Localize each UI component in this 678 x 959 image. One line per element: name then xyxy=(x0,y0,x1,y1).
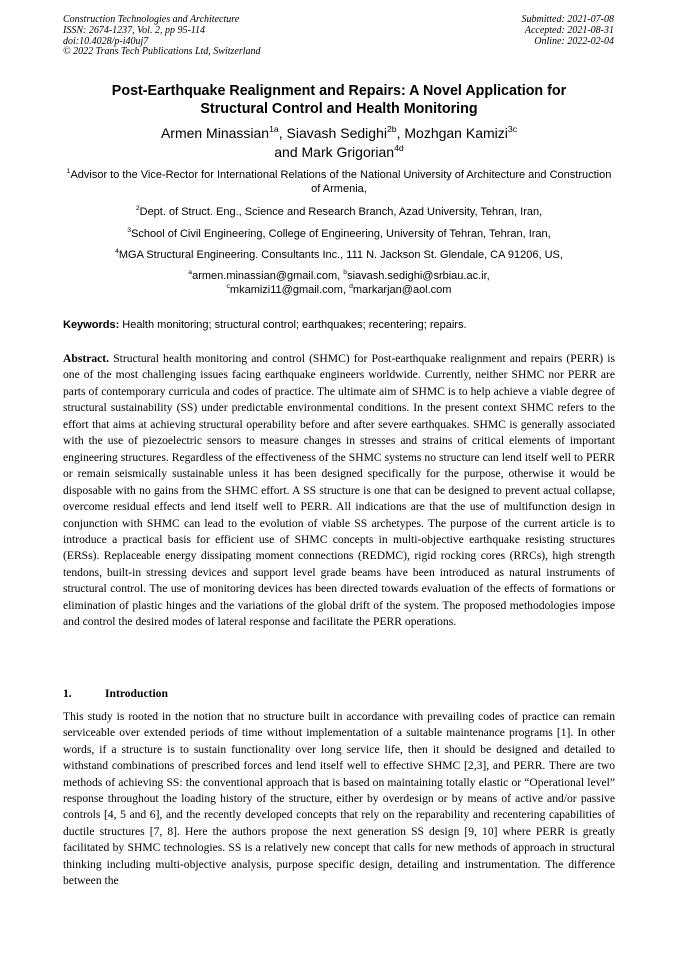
author-superscript: 3c xyxy=(507,123,518,134)
online-date: Online: 2022-02-04 xyxy=(534,35,614,47)
doi: doi:10.4028/p-i40uj7 xyxy=(63,35,149,47)
author-emails xyxy=(63,269,615,297)
journal-header-right xyxy=(522,15,615,47)
abstract xyxy=(63,351,615,631)
section-title: Introduction xyxy=(105,687,168,700)
introduction-text: This study is rooted in the notion that no structure built in accordance with prevailing codes of practice can remain serviceable over extended periods of time without implementation of a suitable maintenance programs [1]. In other words, if a structure is to sustain functionality over long service life, then it should be designed and detailed to withstand combinations of prescribed forces and lend itself well to effective SHMC [2,3], and PERR. There are two methods of achieving SS: the conventional approach that is based on maintaining totally elastic or “Operational level” response throughout the loading history of the structure, either by overdesign or by means of active and/or passive controls [4, 5 and 6], and the recently developed concepts that rely on the reparability and recentering capabilities of ductile structures [7, 8]. Here the authors propose the next generation SS design [9, 10] where PERR is greatly facilitated by SHMC technologies. SS is a relatively new concept that calls for new methods of approach in structural thinking including multi-objective analysis, purpose specific design, detailing and instrumentation. The difference between the xyxy=(63,710,615,888)
title-line-2: Structural Control and Health Monitoring xyxy=(200,101,478,117)
section-number: 1. xyxy=(63,687,72,700)
affiliation-text: Advisor to the Vice-Rector for International Relations of the National University of Architecture and Construction of Armenia, xyxy=(70,169,612,195)
authors-line-2 xyxy=(63,143,615,162)
journal-header-left xyxy=(63,15,261,58)
email-superscript: a xyxy=(188,269,193,277)
title-line-1: Post-Earthquake Realignment and Repairs: A Novel Application for xyxy=(111,83,567,99)
email-address: armen.minassian@gmail.com, xyxy=(192,270,344,282)
accepted-date: Accepted: 2021-08-31 xyxy=(524,24,614,36)
author-name: Mozhgan Kamizi xyxy=(404,125,508,141)
email-address: mkamizi11@gmail.com, xyxy=(229,284,350,296)
affiliation-superscript: 1 xyxy=(66,168,71,176)
affiliation-superscript: 3 xyxy=(127,227,132,235)
issn: ISSN: 2674-1237, Vol. 2, pp 95-114 xyxy=(63,24,206,36)
affiliation-4 xyxy=(63,248,615,262)
authors-line-1 xyxy=(63,124,615,143)
affiliation-text: MGA Structural Engineering. Consultants Inc., 111 N. Jackson St. Glendale, CA 91206, US, xyxy=(118,249,563,261)
affiliation-3 xyxy=(63,227,615,241)
affiliation-superscript: 2 xyxy=(135,205,140,213)
submitted-date: Submitted: 2021-07-08 xyxy=(521,14,614,25)
affiliation-text: School of Civil Engineering, College of Engineering, University of Tehran, Tehran, Iran, xyxy=(131,228,551,240)
affiliation-1 xyxy=(63,168,615,196)
section-heading xyxy=(63,687,615,701)
affiliation-superscript: 4 xyxy=(115,248,119,256)
author-separator: , xyxy=(396,125,405,141)
author-superscript: 4d xyxy=(394,142,404,153)
email-superscript: d xyxy=(349,283,353,291)
author-superscript: 1a xyxy=(269,123,279,134)
author-name: Mark Grigorian xyxy=(301,144,395,160)
journal-name: Construction Technologies and Architecture xyxy=(63,14,240,25)
abstract-label: Abstract. xyxy=(63,352,110,365)
affiliation-text: Dept. of Struct. Eng., Science and Research Branch, Azad University, Tehran, Iran, xyxy=(139,206,543,218)
email-superscript: c xyxy=(226,283,230,291)
author-separator: , xyxy=(278,125,287,141)
author-superscript: 2b xyxy=(386,123,397,134)
author-name: Armen Minassian xyxy=(160,125,270,141)
affiliation-2 xyxy=(63,205,615,219)
abstract-text: Structural health monitoring and control (SHMC) for Post-earthquake realignment and repairs (PERR) is one of the most challenging issues facing earthquake engineers worldwide. Currently, neither SHMC nor PERR are parts of contemporary curricula and codes of practice. The ultimate aim of SHMC is to help achieve a viable degree of structural sustainability (SS) under predictable environmental conditions. In the present context SHMC refers to the effort that aims at achieving structural operability before and after severe earthquakes. SHMC is generally associated with the use of piezoelectric sensors to measure changes in stresses and strains of critical elements of important engineering structures. Regardless of the effectiveness of the SHMC systems no structure can lend itself well to PERR or remain seismically sustainable unless it has been designed specifically for the purpose, otherwise it would be disposable with no gains from the SHMC effort. A SS structure is one that can be designed to prevent actual collapse, overcome residual effects and lend itself well to PERR. All indications are that the use of multifunction design in conjunction with SHMC can lead to the evolution of viable SS archetypes. The purpose of the current article is to introduce a practical basis for efficient use of SHMC concepts in multi-objective earthquake resisting structures (ERSs). Replaceable energy dissipating moment connections (REDMC), rigid rocking cores (RRCs), high strength tendons, built-in stressing devices and support level grade beams have been introduced as natural instruments of structural control. The use of monitoring devices has been directed towards evaluation of the effects of formations or elimination of plastic hinges and the variations of the global drift of the system. The proposed methodologies impose and control the desired modes of lateral response and facilitate the PERR operations. xyxy=(63,352,615,629)
author-list xyxy=(63,124,615,162)
emails-line-1 xyxy=(63,269,615,283)
email-address: siavash.sedighi@srbiau.ac.ir, xyxy=(347,270,490,282)
author-conjunction: and xyxy=(274,144,302,160)
keywords xyxy=(63,318,615,332)
paper-title xyxy=(63,82,615,118)
email-address: markarjan@aol.com xyxy=(352,284,452,296)
emails-line-2 xyxy=(63,283,615,297)
copyright: © 2022 Trans Tech Publications Ltd, Switzerland xyxy=(63,46,261,58)
email-superscript: b xyxy=(343,269,348,277)
keywords-label: Keywords: xyxy=(63,319,120,331)
author-name: Siavash Sedighi xyxy=(286,125,387,141)
keywords-text: Health monitoring; structural control; earthquakes; recentering; repairs. xyxy=(119,319,467,331)
